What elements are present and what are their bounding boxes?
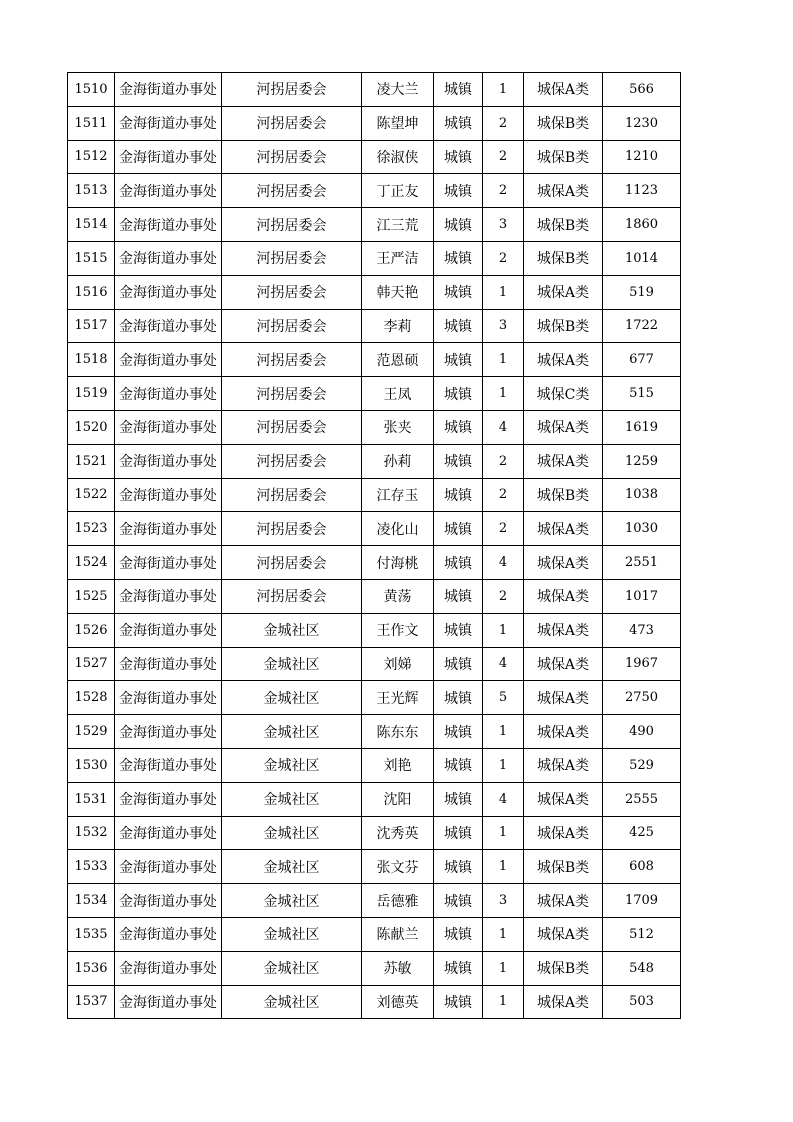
member-count-cell: 4	[483, 546, 524, 580]
insurance-category-cell: 城保A类	[524, 985, 603, 1019]
insurance-category-cell: 城保A类	[524, 275, 603, 309]
insurance-category-cell: 城保A类	[524, 579, 603, 613]
table-row	[68, 410, 681, 444]
table-row	[68, 512, 681, 546]
person-name-cell: 陈东东	[362, 715, 434, 749]
amount-cell: 1259	[603, 444, 681, 478]
community-cell: 河拐居委会	[222, 140, 362, 174]
street-office-cell: 金海街道办事处	[115, 410, 222, 444]
table-row	[68, 546, 681, 580]
insurance-category-cell: 城保A类	[524, 73, 603, 107]
table-row	[68, 748, 681, 782]
person-name-cell: 李莉	[362, 309, 434, 343]
community-cell: 金城社区	[222, 884, 362, 918]
community-cell: 河拐居委会	[222, 377, 362, 411]
community-cell: 金城社区	[222, 816, 362, 850]
insurance-category-cell: 城保A类	[524, 782, 603, 816]
member-count-cell: 4	[483, 647, 524, 681]
member-count-cell: 1	[483, 748, 524, 782]
amount-cell: 608	[603, 850, 681, 884]
amount-cell: 515	[603, 377, 681, 411]
household-type-cell: 城镇	[434, 917, 483, 951]
insurance-category-cell: 城保A类	[524, 444, 603, 478]
person-name-cell: 张文芬	[362, 850, 434, 884]
insurance-category-cell: 城保B类	[524, 951, 603, 985]
insurance-category-cell: 城保A类	[524, 715, 603, 749]
member-count-cell: 2	[483, 241, 524, 275]
street-office-cell: 金海街道办事处	[115, 546, 222, 580]
household-type-cell: 城镇	[434, 782, 483, 816]
insurance-category-cell: 城保A类	[524, 512, 603, 546]
community-cell: 河拐居委会	[222, 579, 362, 613]
person-name-cell: 王凤	[362, 377, 434, 411]
row-number-cell: 1517	[68, 309, 115, 343]
member-count-cell: 2	[483, 174, 524, 208]
member-count-cell: 1	[483, 715, 524, 749]
member-count-cell: 4	[483, 782, 524, 816]
community-cell: 金城社区	[222, 985, 362, 1019]
community-cell: 河拐居委会	[222, 444, 362, 478]
row-number-cell: 1516	[68, 275, 115, 309]
community-cell: 金城社区	[222, 681, 362, 715]
amount-cell: 1967	[603, 647, 681, 681]
table-row	[68, 917, 681, 951]
amount-cell: 566	[603, 73, 681, 107]
member-count-cell: 1	[483, 951, 524, 985]
street-office-cell: 金海街道办事处	[115, 140, 222, 174]
street-office-cell: 金海街道办事处	[115, 917, 222, 951]
insurance-category-cell: 城保A类	[524, 917, 603, 951]
street-office-cell: 金海街道办事处	[115, 444, 222, 478]
row-number-cell: 1513	[68, 174, 115, 208]
person-name-cell: 丁正友	[362, 174, 434, 208]
table-body	[68, 73, 681, 1019]
insurance-category-cell: 城保A类	[524, 647, 603, 681]
street-office-cell: 金海街道办事处	[115, 241, 222, 275]
street-office-cell: 金海街道办事处	[115, 478, 222, 512]
street-office-cell: 金海街道办事处	[115, 681, 222, 715]
member-count-cell: 3	[483, 884, 524, 918]
household-type-cell: 城镇	[434, 275, 483, 309]
insurance-category-cell: 城保A类	[524, 884, 603, 918]
amount-cell: 548	[603, 951, 681, 985]
insurance-category-cell: 城保B类	[524, 850, 603, 884]
table-row	[68, 816, 681, 850]
row-number-cell: 1514	[68, 208, 115, 242]
person-name-cell: 王作文	[362, 613, 434, 647]
household-type-cell: 城镇	[434, 512, 483, 546]
household-type-cell: 城镇	[434, 478, 483, 512]
table-row	[68, 174, 681, 208]
table-row	[68, 478, 681, 512]
amount-cell: 1210	[603, 140, 681, 174]
street-office-cell: 金海街道办事处	[115, 816, 222, 850]
amount-cell: 1014	[603, 241, 681, 275]
person-name-cell: 江存玉	[362, 478, 434, 512]
person-name-cell: 王光辉	[362, 681, 434, 715]
insurance-category-cell: 城保A类	[524, 174, 603, 208]
row-number-cell: 1532	[68, 816, 115, 850]
row-number-cell: 1522	[68, 478, 115, 512]
person-name-cell: 范恩硕	[362, 343, 434, 377]
table-row	[68, 106, 681, 140]
table-row	[68, 140, 681, 174]
household-type-cell: 城镇	[434, 951, 483, 985]
street-office-cell: 金海街道办事处	[115, 850, 222, 884]
table-row	[68, 275, 681, 309]
row-number-cell: 1520	[68, 410, 115, 444]
data-table	[67, 72, 681, 1019]
member-count-cell: 3	[483, 309, 524, 343]
community-cell: 河拐居委会	[222, 410, 362, 444]
street-office-cell: 金海街道办事处	[115, 309, 222, 343]
household-type-cell: 城镇	[434, 579, 483, 613]
table-row	[68, 579, 681, 613]
amount-cell: 425	[603, 816, 681, 850]
household-type-cell: 城镇	[434, 715, 483, 749]
street-office-cell: 金海街道办事处	[115, 174, 222, 208]
household-type-cell: 城镇	[434, 241, 483, 275]
member-count-cell: 1	[483, 917, 524, 951]
community-cell: 河拐居委会	[222, 309, 362, 343]
amount-cell: 1123	[603, 174, 681, 208]
community-cell: 金城社区	[222, 613, 362, 647]
insurance-category-cell: 城保A类	[524, 681, 603, 715]
community-cell: 河拐居委会	[222, 546, 362, 580]
community-cell: 河拐居委会	[222, 275, 362, 309]
amount-cell: 1860	[603, 208, 681, 242]
community-cell: 河拐居委会	[222, 174, 362, 208]
street-office-cell: 金海街道办事处	[115, 275, 222, 309]
household-type-cell: 城镇	[434, 410, 483, 444]
row-number-cell: 1531	[68, 782, 115, 816]
amount-cell: 490	[603, 715, 681, 749]
person-name-cell: 徐淑侠	[362, 140, 434, 174]
street-office-cell: 金海街道办事处	[115, 748, 222, 782]
person-name-cell: 苏敏	[362, 951, 434, 985]
insurance-category-cell: 城保A类	[524, 748, 603, 782]
insurance-category-cell: 城保A类	[524, 343, 603, 377]
amount-cell: 1709	[603, 884, 681, 918]
community-cell: 金城社区	[222, 917, 362, 951]
row-number-cell: 1536	[68, 951, 115, 985]
street-office-cell: 金海街道办事处	[115, 613, 222, 647]
table-row	[68, 850, 681, 884]
street-office-cell: 金海街道办事处	[115, 579, 222, 613]
person-name-cell: 沈阳	[362, 782, 434, 816]
amount-cell: 1722	[603, 309, 681, 343]
table-row	[68, 241, 681, 275]
person-name-cell: 王严洁	[362, 241, 434, 275]
street-office-cell: 金海街道办事处	[115, 647, 222, 681]
member-count-cell: 1	[483, 275, 524, 309]
row-number-cell: 1527	[68, 647, 115, 681]
person-name-cell: 付海桃	[362, 546, 434, 580]
member-count-cell: 4	[483, 410, 524, 444]
household-type-cell: 城镇	[434, 309, 483, 343]
person-name-cell: 江三荒	[362, 208, 434, 242]
member-count-cell: 1	[483, 613, 524, 647]
street-office-cell: 金海街道办事处	[115, 951, 222, 985]
person-name-cell: 孙莉	[362, 444, 434, 478]
household-type-cell: 城镇	[434, 73, 483, 107]
insurance-category-cell: 城保A类	[524, 546, 603, 580]
household-type-cell: 城镇	[434, 850, 483, 884]
member-count-cell: 1	[483, 850, 524, 884]
person-name-cell: 韩天艳	[362, 275, 434, 309]
table-row	[68, 73, 681, 107]
row-number-cell: 1534	[68, 884, 115, 918]
community-cell: 河拐居委会	[222, 512, 362, 546]
table-row	[68, 951, 681, 985]
table-row	[68, 377, 681, 411]
street-office-cell: 金海街道办事处	[115, 782, 222, 816]
row-number-cell: 1511	[68, 106, 115, 140]
household-type-cell: 城镇	[434, 174, 483, 208]
amount-cell: 677	[603, 343, 681, 377]
amount-cell: 529	[603, 748, 681, 782]
amount-cell: 2555	[603, 782, 681, 816]
amount-cell: 503	[603, 985, 681, 1019]
table-row	[68, 208, 681, 242]
community-cell: 河拐居委会	[222, 208, 362, 242]
insurance-category-cell: 城保A类	[524, 410, 603, 444]
insurance-category-cell: 城保B类	[524, 106, 603, 140]
person-name-cell: 沈秀英	[362, 816, 434, 850]
household-type-cell: 城镇	[434, 884, 483, 918]
insurance-category-cell: 城保C类	[524, 377, 603, 411]
table-row	[68, 343, 681, 377]
person-name-cell: 张夹	[362, 410, 434, 444]
household-type-cell: 城镇	[434, 647, 483, 681]
amount-cell: 1017	[603, 579, 681, 613]
community-cell: 河拐居委会	[222, 478, 362, 512]
row-number-cell: 1530	[68, 748, 115, 782]
insurance-category-cell: 城保B类	[524, 140, 603, 174]
table-row	[68, 782, 681, 816]
member-count-cell: 1	[483, 343, 524, 377]
member-count-cell: 1	[483, 985, 524, 1019]
row-number-cell: 1528	[68, 681, 115, 715]
row-number-cell: 1523	[68, 512, 115, 546]
street-office-cell: 金海街道办事处	[115, 715, 222, 749]
member-count-cell: 2	[483, 478, 524, 512]
member-count-cell: 2	[483, 444, 524, 478]
row-number-cell: 1515	[68, 241, 115, 275]
person-name-cell: 刘艳	[362, 748, 434, 782]
row-number-cell: 1524	[68, 546, 115, 580]
amount-cell: 2750	[603, 681, 681, 715]
table-row	[68, 613, 681, 647]
member-count-cell: 2	[483, 106, 524, 140]
amount-cell: 1030	[603, 512, 681, 546]
community-cell: 金城社区	[222, 647, 362, 681]
person-name-cell: 陈望坤	[362, 106, 434, 140]
household-type-cell: 城镇	[434, 748, 483, 782]
household-type-cell: 城镇	[434, 985, 483, 1019]
community-cell: 河拐居委会	[222, 106, 362, 140]
household-type-cell: 城镇	[434, 377, 483, 411]
community-cell: 河拐居委会	[222, 343, 362, 377]
row-number-cell: 1525	[68, 579, 115, 613]
amount-cell: 512	[603, 917, 681, 951]
street-office-cell: 金海街道办事处	[115, 208, 222, 242]
community-cell: 河拐居委会	[222, 73, 362, 107]
row-number-cell: 1537	[68, 985, 115, 1019]
community-cell: 河拐居委会	[222, 241, 362, 275]
community-cell: 金城社区	[222, 782, 362, 816]
row-number-cell: 1518	[68, 343, 115, 377]
street-office-cell: 金海街道办事处	[115, 884, 222, 918]
household-type-cell: 城镇	[434, 613, 483, 647]
member-count-cell: 2	[483, 579, 524, 613]
insurance-category-cell: 城保B类	[524, 478, 603, 512]
insurance-category-cell: 城保A类	[524, 816, 603, 850]
row-number-cell: 1533	[68, 850, 115, 884]
street-office-cell: 金海街道办事处	[115, 377, 222, 411]
person-name-cell: 黄荡	[362, 579, 434, 613]
member-count-cell: 1	[483, 73, 524, 107]
street-office-cell: 金海街道办事处	[115, 73, 222, 107]
household-type-cell: 城镇	[434, 140, 483, 174]
table-row	[68, 985, 681, 1019]
table-row	[68, 715, 681, 749]
row-number-cell: 1526	[68, 613, 115, 647]
person-name-cell: 岳德雅	[362, 884, 434, 918]
amount-cell: 2551	[603, 546, 681, 580]
amount-cell: 473	[603, 613, 681, 647]
table-row	[68, 444, 681, 478]
person-name-cell: 刘娣	[362, 647, 434, 681]
household-type-cell: 城镇	[434, 816, 483, 850]
member-count-cell: 2	[483, 512, 524, 546]
table-row	[68, 884, 681, 918]
insurance-category-cell: 城保B类	[524, 309, 603, 343]
table-row	[68, 309, 681, 343]
insurance-category-cell: 城保B类	[524, 241, 603, 275]
household-type-cell: 城镇	[434, 343, 483, 377]
amount-cell: 519	[603, 275, 681, 309]
community-cell: 金城社区	[222, 715, 362, 749]
household-type-cell: 城镇	[434, 106, 483, 140]
person-name-cell: 陈献兰	[362, 917, 434, 951]
street-office-cell: 金海街道办事处	[115, 106, 222, 140]
row-number-cell: 1512	[68, 140, 115, 174]
household-type-cell: 城镇	[434, 444, 483, 478]
row-number-cell: 1529	[68, 715, 115, 749]
community-cell: 金城社区	[222, 748, 362, 782]
row-number-cell: 1510	[68, 73, 115, 107]
person-name-cell: 凌大兰	[362, 73, 434, 107]
household-type-cell: 城镇	[434, 208, 483, 242]
community-cell: 金城社区	[222, 951, 362, 985]
member-count-cell: 2	[483, 140, 524, 174]
household-type-cell: 城镇	[434, 681, 483, 715]
member-count-cell: 1	[483, 816, 524, 850]
row-number-cell: 1519	[68, 377, 115, 411]
member-count-cell: 1	[483, 377, 524, 411]
table-row	[68, 647, 681, 681]
amount-cell: 1038	[603, 478, 681, 512]
person-name-cell: 凌化山	[362, 512, 434, 546]
person-name-cell: 刘德英	[362, 985, 434, 1019]
amount-cell: 1230	[603, 106, 681, 140]
community-cell: 金城社区	[222, 850, 362, 884]
street-office-cell: 金海街道办事处	[115, 343, 222, 377]
household-type-cell: 城镇	[434, 546, 483, 580]
row-number-cell: 1535	[68, 917, 115, 951]
row-number-cell: 1521	[68, 444, 115, 478]
street-office-cell: 金海街道办事处	[115, 985, 222, 1019]
member-count-cell: 5	[483, 681, 524, 715]
street-office-cell: 金海街道办事处	[115, 512, 222, 546]
member-count-cell: 3	[483, 208, 524, 242]
table-row	[68, 681, 681, 715]
insurance-category-cell: 城保A类	[524, 613, 603, 647]
amount-cell: 1619	[603, 410, 681, 444]
insurance-category-cell: 城保B类	[524, 208, 603, 242]
